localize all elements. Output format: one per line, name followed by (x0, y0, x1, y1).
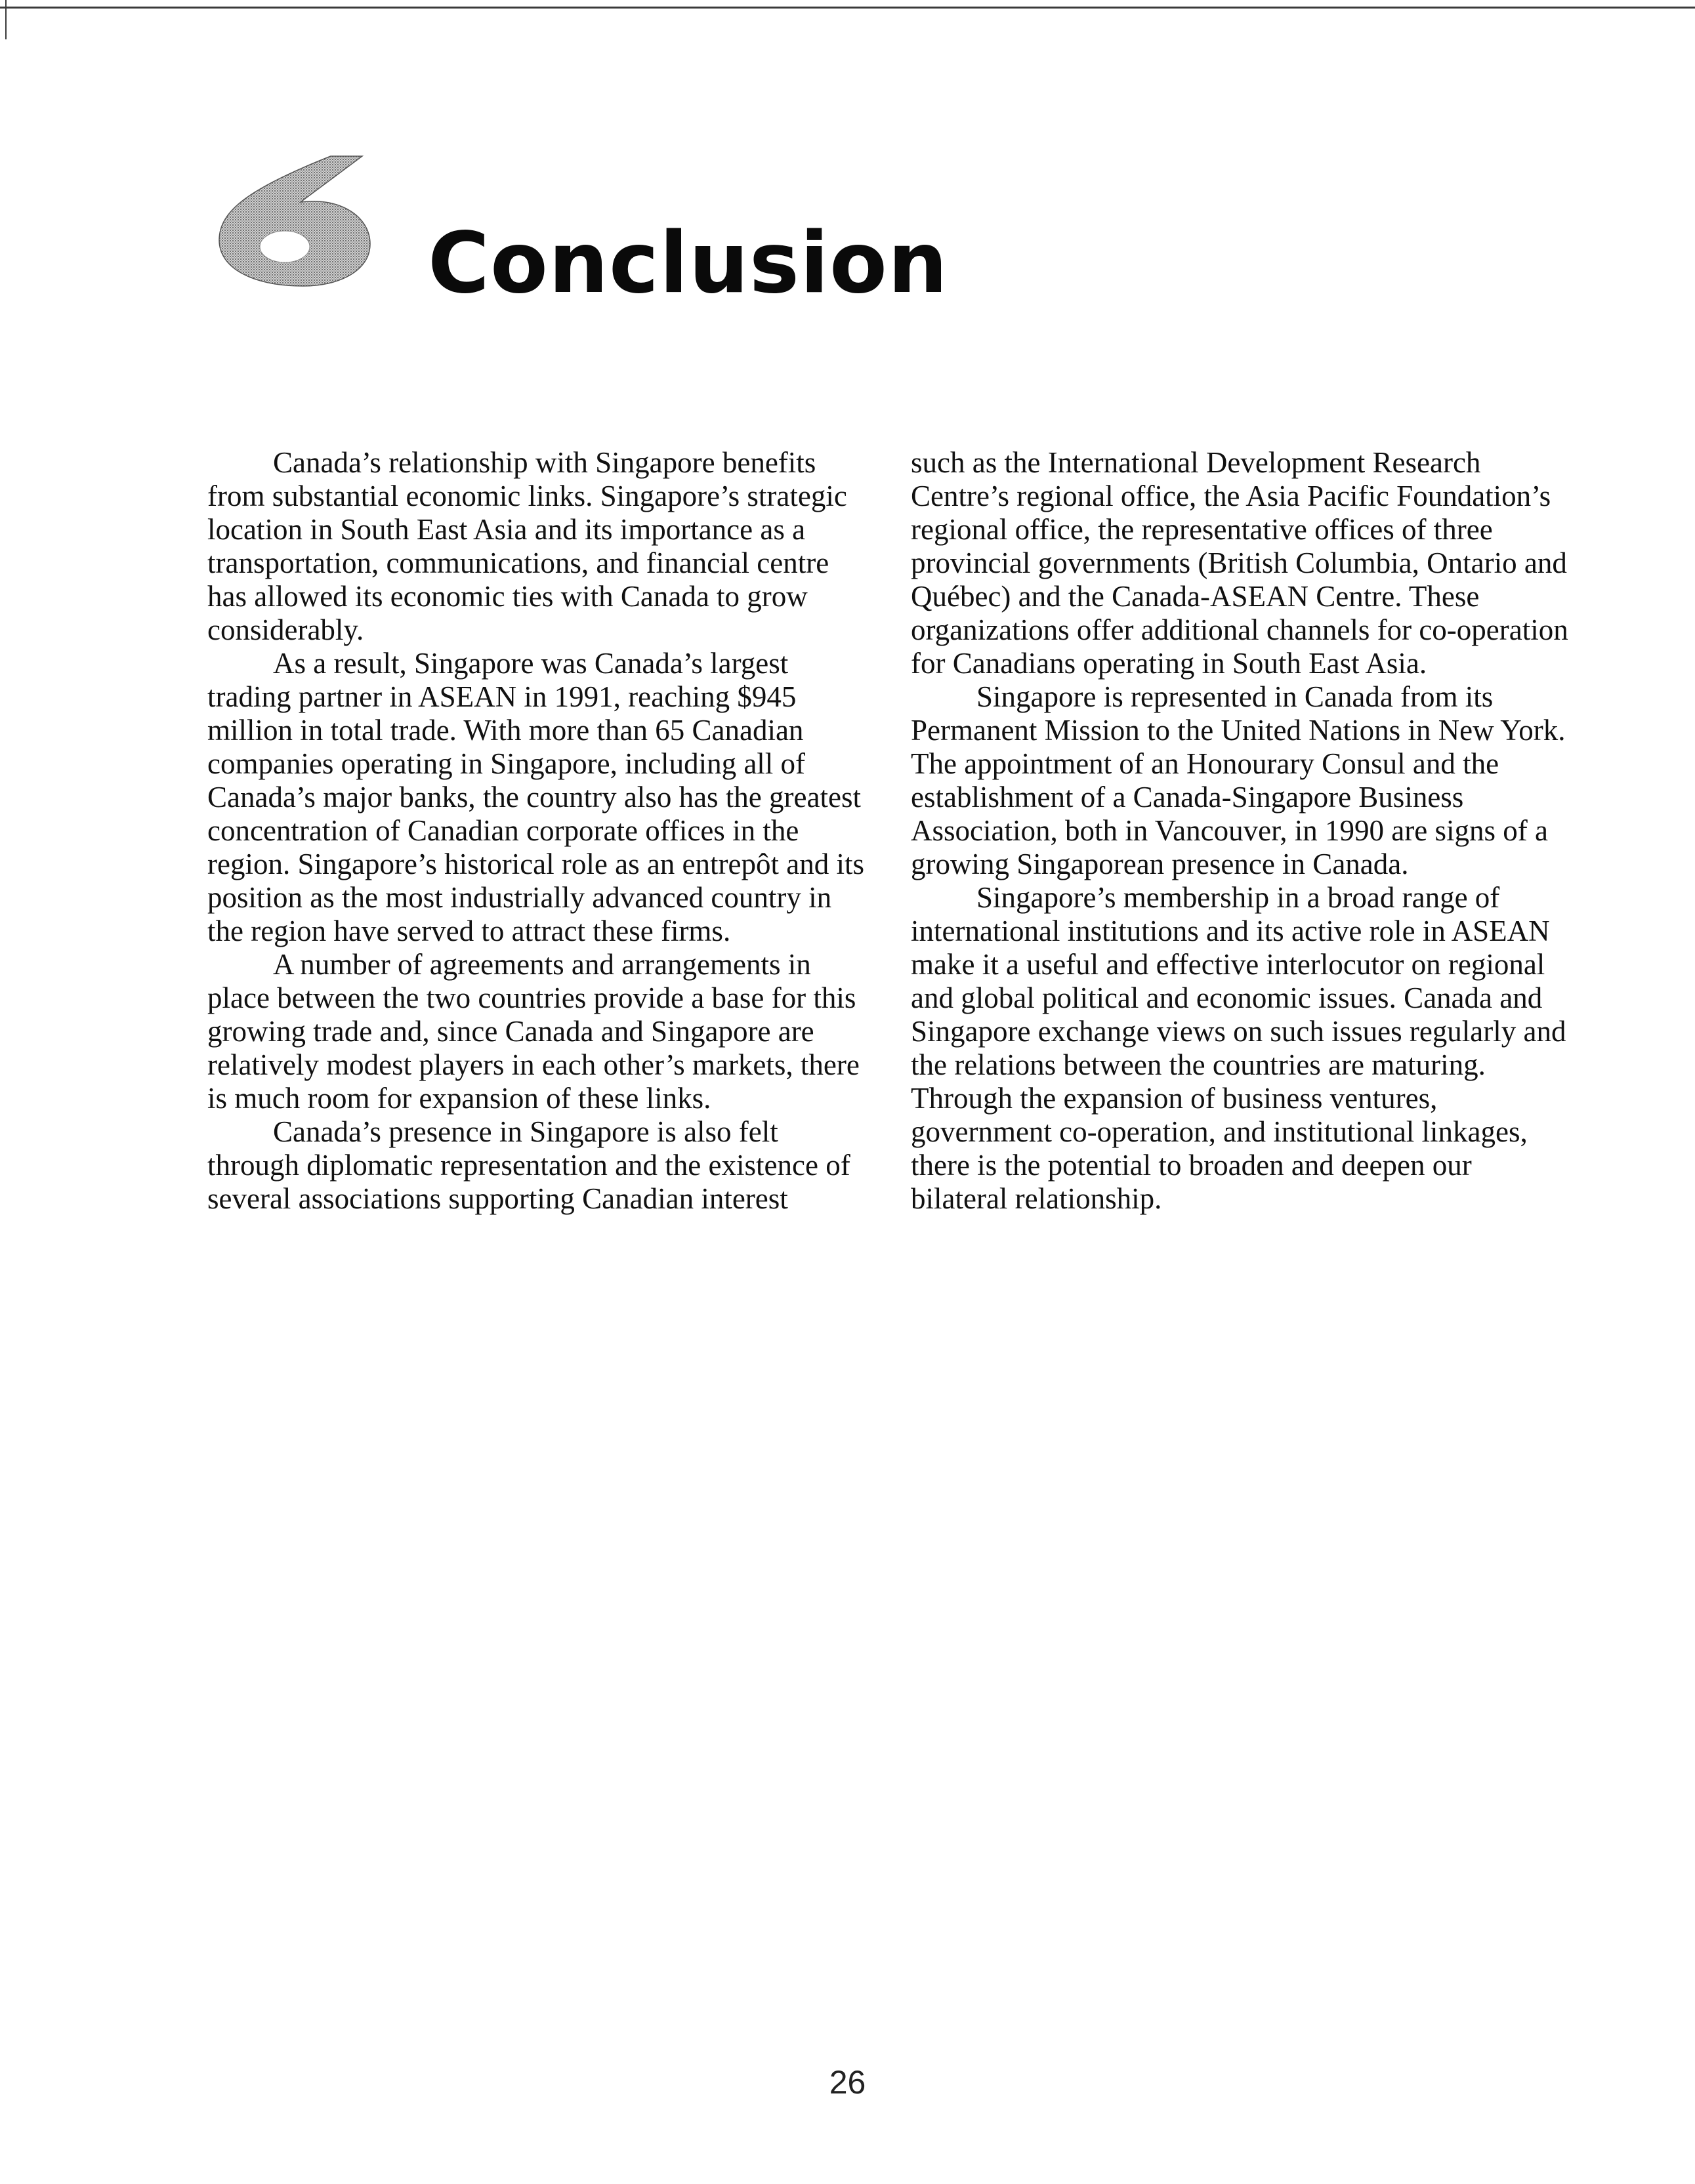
page-border-top (0, 7, 1695, 9)
paragraph: Singapore’s membership in a broad range of international institutions and its active role in ASEAN make it a useful and effective interlocutor on regional and global political and economic issues. Canada and Singapore exchange views on such issues regularly and the relations between the countries are maturing. Through the expansion of business ventures, government co-operation, and institutional linkages, there is the potential to broaden and deepen our bilateral relationship. (911, 881, 1566, 1215)
paragraph: Singapore is represented in Canada from its Permanent Mission to the United Nations in New York. The appointment of an Honourary Consul and the establishment of a Canada-Singapore Business Association, both in Vancouver, in 1990 are signs of a growing Singaporean presence in Canada. (911, 680, 1566, 880)
paragraph: Canada’s relationship with Singapore benefits from substantial economic links. Singapore’s strategic location in South East Asia and its importance as a transportation, communications, and financial centre has allowed its economic ties with Canada to grow considerably. (207, 446, 847, 646)
left-text-column (207, 446, 866, 1216)
paragraph: As a result, Singapore was Canada’s largest trading partner in ASEAN in 1991, reaching $945 million in total trade. With more than 65 Canadian companies operating in Singapore, including all of Canada’s major banks, the country also has the greatest concentration of Canadian corporate offices in the region. Singapore’s historical role as an entrepôt and its position as the most industrially advanced country in the region have served to attract these firms. (207, 647, 864, 947)
chapter-title: Conclusion (428, 215, 948, 312)
paragraph: A number of agreements and arrangements in place between the two countries provide a base for this growing trade and, since Canada and Singapore are relatively modest players in each other’s markets, there is much room for expansion of these links. (207, 948, 860, 1115)
paragraph: Canada’s presence in Singapore is also felt through diplomatic representation and the existence of several associations supporting Canadian interest (207, 1115, 850, 1215)
chapter-number-graphic (209, 151, 373, 289)
paragraph-continuation: such as the International Development Research Centre’s regional office, the Asia Pacific Foundation’s regional office, the representative offices of three provincial governments (British Columbia, Ontario and Québec) and the Canada-ASEAN Centre. These organizations offer additional channels for co-operation for Canadians operating in South East Asia. (911, 446, 1568, 680)
right-text-column (911, 446, 1575, 1216)
page-number: 26 (829, 2064, 866, 2101)
page-border-left (5, 0, 7, 39)
